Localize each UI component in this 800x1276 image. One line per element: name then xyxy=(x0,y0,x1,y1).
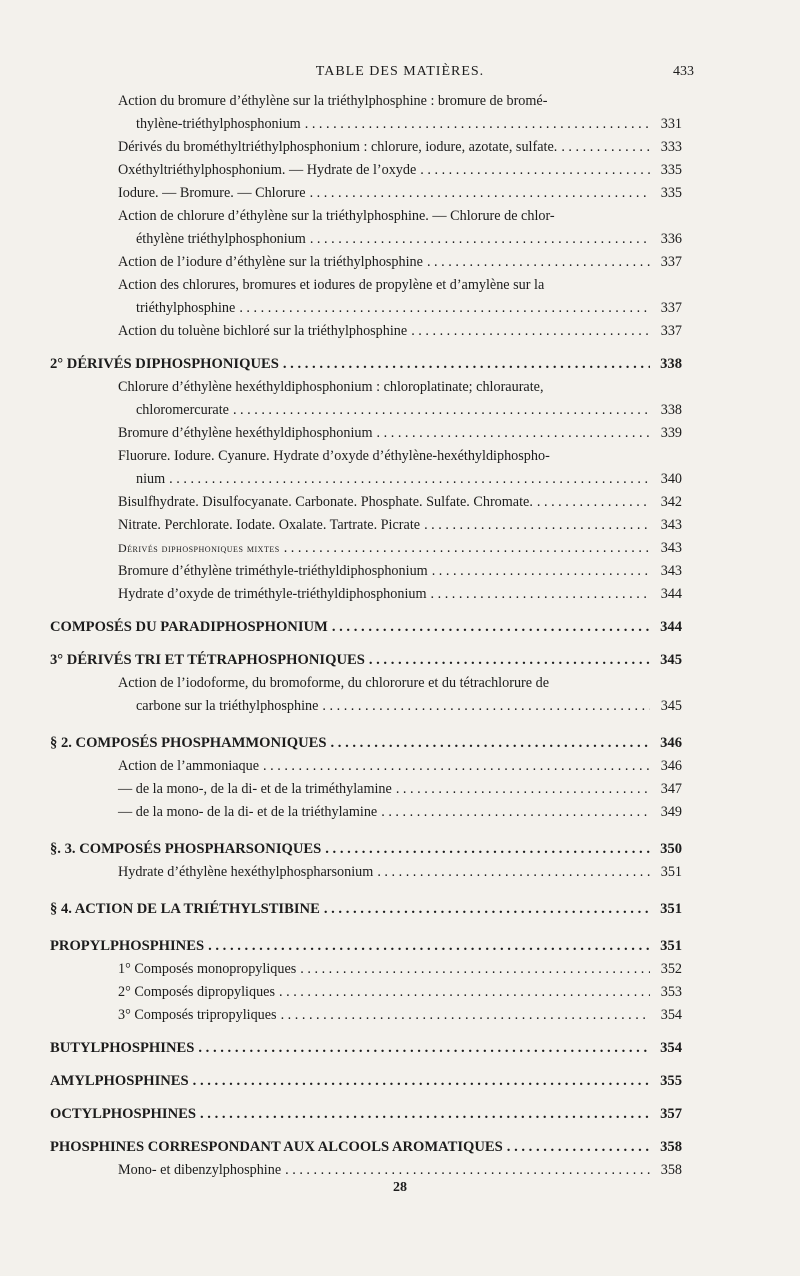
toc-entry xyxy=(50,1004,682,1027)
toc-entry xyxy=(50,672,682,718)
toc-page: 347 xyxy=(660,781,682,797)
toc-entry-text: Action des chlorures, bromures et iodures de propylène et d’amylène sur la xyxy=(118,277,545,293)
toc-entry xyxy=(50,778,682,801)
toc-page: 342 xyxy=(660,494,682,510)
toc-entry-text: carbone sur la triéthylphosphine xyxy=(136,698,319,714)
toc-page: 343 xyxy=(660,517,682,533)
toc-entry-text: Action du bromure d’éthylène sur la triéthylphosphine : bromure de bromé- xyxy=(118,93,548,109)
toc-entry-text: 2° Composés dipropyliques xyxy=(118,984,276,1000)
toc-page: 343 xyxy=(660,540,682,556)
toc-entry-text: BUTYLPHOSPHINES xyxy=(50,1040,195,1056)
toc-page: 337 xyxy=(660,323,682,339)
toc-section-heading xyxy=(50,616,682,639)
toc-entry-text: 3° DÉRIVÉS TRI ET TÉTRAPHOSPHONIQUES xyxy=(50,652,365,668)
toc-entry-text: Fluorure. Iodure. Cyanure. Hydrate d’oxyde d’éthylène-hexéthyldiphospho- xyxy=(118,448,550,464)
toc-entry-text: § 4. ACTION DE LA TRIÉTHYLSTIBINE xyxy=(50,901,320,917)
toc-entry-text: Dérivés diphosphoniques mixtes xyxy=(118,541,280,555)
toc-page: 338 xyxy=(660,402,682,418)
toc-entry xyxy=(50,182,682,205)
toc-section-heading xyxy=(50,838,682,861)
toc-section-heading xyxy=(50,732,682,755)
toc-entry xyxy=(50,514,682,537)
toc-entry xyxy=(50,274,682,320)
toc-page: 340 xyxy=(660,471,682,487)
toc-entry xyxy=(50,560,682,583)
page-number: 433 xyxy=(673,64,694,79)
toc-section-heading xyxy=(50,1037,682,1060)
toc-page: 336 xyxy=(660,231,682,247)
toc-entry xyxy=(50,205,682,251)
toc-page: 337 xyxy=(660,254,682,270)
toc-section-heading xyxy=(50,898,682,921)
toc-section-heading xyxy=(50,935,682,958)
toc-page: 339 xyxy=(660,425,682,441)
toc-entry-text: COMPOSÉS DU PARADIPHOSPHONIUM xyxy=(50,619,328,635)
table-of-contents xyxy=(50,90,682,1182)
signature-mark: 28 xyxy=(393,1180,407,1195)
toc-page: 358 xyxy=(660,1162,682,1178)
toc-entry-text: Action de l’iodure d’éthylène sur la triéthylphosphine xyxy=(118,254,423,270)
page-header xyxy=(0,62,800,86)
toc-entry xyxy=(50,90,682,136)
toc-page: 343 xyxy=(660,563,682,579)
toc-page: 358 xyxy=(660,1139,682,1155)
toc-page: 345 xyxy=(660,652,682,668)
toc-entry-text: 1° Composés monopropyliques xyxy=(118,961,297,977)
toc-section-heading xyxy=(50,1070,682,1093)
toc-entry xyxy=(50,320,682,343)
toc-entry xyxy=(50,376,682,422)
toc-entry-text: Iodure. — Bromure. — Chlorure xyxy=(118,185,306,201)
toc-entry-text: § 2. COMPOSÉS PHOSPHAMMONIQUES xyxy=(50,735,327,751)
toc-entry xyxy=(50,958,682,981)
toc-entry-text: Hydrate d’oxyde de triméthyle-triéthyldiphosphonium xyxy=(118,586,427,602)
toc-page: 351 xyxy=(660,938,682,954)
toc-page: 335 xyxy=(660,185,682,201)
toc-entry-text: chloromercurate xyxy=(136,402,229,418)
toc-entry xyxy=(50,583,682,606)
toc-entry xyxy=(50,861,682,884)
toc-entry-text: triéthylphosphine xyxy=(136,300,236,316)
toc-page: 352 xyxy=(660,961,682,977)
toc-page: 357 xyxy=(660,1106,682,1122)
toc-section-heading xyxy=(50,353,682,376)
toc-entry-text: Hydrate d’éthylène hexéthylphospharsonium xyxy=(118,864,374,880)
toc-page: 335 xyxy=(660,162,682,178)
toc-page: 354 xyxy=(660,1007,682,1023)
toc-subheading xyxy=(50,537,682,560)
toc-entry-text: 2° DÉRIVÉS DIPHOSPHONIQUES xyxy=(50,356,279,372)
toc-entry xyxy=(50,159,682,182)
toc-page: 349 xyxy=(660,804,682,820)
toc-page: 337 xyxy=(660,300,682,316)
toc-page: 354 xyxy=(660,1040,682,1056)
running-title: TABLE DES MATIÈRES. xyxy=(315,64,485,79)
toc-page: 338 xyxy=(660,356,682,372)
toc-entry xyxy=(50,251,682,274)
toc-entry xyxy=(50,445,682,491)
toc-entry-text: PHOSPHINES CORRESPONDANT AUX ALCOOLS AROMATIQUES xyxy=(50,1139,503,1155)
toc-entry-text: PROPYLPHOSPHINES xyxy=(50,938,205,954)
toc-entry-text: Nitrate. Perchlorate. Iodate. Oxalate. Tartrate. Picrate xyxy=(118,517,421,533)
toc-entry xyxy=(50,422,682,445)
toc-section-heading xyxy=(50,649,682,672)
toc-page: 345 xyxy=(660,698,682,714)
toc-page: 346 xyxy=(660,758,682,774)
toc-page: 331 xyxy=(660,116,682,132)
toc-page: 333 xyxy=(660,139,682,155)
toc-entry xyxy=(50,801,682,824)
toc-entry-text: — de la mono- de la di- et de la triéthylamine xyxy=(118,804,378,820)
toc-page: 344 xyxy=(660,586,682,602)
toc-entry-text: AMYLPHOSPHINES xyxy=(50,1073,189,1089)
toc-entry-text: Bromure d’éthylène hexéthyldiphosphonium xyxy=(118,425,373,441)
toc-entry-text: — de la mono-, de la di- et de la triméthylamine xyxy=(118,781,392,797)
toc-section-heading xyxy=(50,1136,682,1159)
toc-page: 351 xyxy=(660,864,682,880)
toc-entry-text: §. 3. COMPOSÉS PHOSPHARSONIQUES xyxy=(50,841,322,857)
toc-entry-text: OCTYLPHOSPHINES xyxy=(50,1106,196,1122)
toc-entry-text: Mono- et dibenzylphosphine xyxy=(118,1162,282,1178)
toc-entry xyxy=(50,981,682,1004)
toc-entry-text: Action de l’ammoniaque xyxy=(118,758,260,774)
toc-entry-text: 3° Composés tripropyliques xyxy=(118,1007,277,1023)
toc-page: 344 xyxy=(660,619,682,635)
toc-entry xyxy=(50,136,682,159)
toc-page: 351 xyxy=(660,901,682,917)
toc-entry-text: Action du toluène bichloré sur la triéthylphosphine xyxy=(118,323,408,339)
toc-entry-text: Chlorure d’éthylène hexéthyldiphosphonium : chloroplatinate; chloraurate, xyxy=(118,379,544,395)
toc-entry-text: Bromure d’éthylène triméthyle-triéthyldiphosphonium xyxy=(118,563,428,579)
toc-entry-text: Oxéthyltriéthylphosphonium. — Hydrate de l’oxyde xyxy=(118,162,417,178)
toc-entry xyxy=(50,1159,682,1182)
toc-page: 346 xyxy=(660,735,682,751)
toc-entry-text: Dérivés du brométhyltriéthylphosphonium : chlorure, iodure, azotate, sulfate. xyxy=(118,139,558,155)
toc-section-heading xyxy=(50,1103,682,1126)
toc-page: 355 xyxy=(660,1073,682,1089)
toc-entry-text: nium xyxy=(136,471,166,487)
toc-entry-text: thylène-triéthylphosphonium xyxy=(136,116,301,132)
toc-entry-text: Bisulfhydrate. Disulfocyanate. Carbonate. Phosphate. Sulfate. Chromate. xyxy=(118,494,533,510)
toc-entry-text: Action de chlorure d’éthylène sur la triéthylphosphine. — Chlorure de chlor- xyxy=(118,208,555,224)
toc-entry-text: éthylène triéthylphosphonium xyxy=(136,231,306,247)
toc-page: 350 xyxy=(660,841,682,857)
toc-entry xyxy=(50,491,682,514)
toc-page: 353 xyxy=(660,984,682,1000)
toc-entry-text: Action de l’iodoforme, du bromoforme, du chlororure et du tétrachlorure de xyxy=(118,675,549,691)
toc-entry xyxy=(50,755,682,778)
